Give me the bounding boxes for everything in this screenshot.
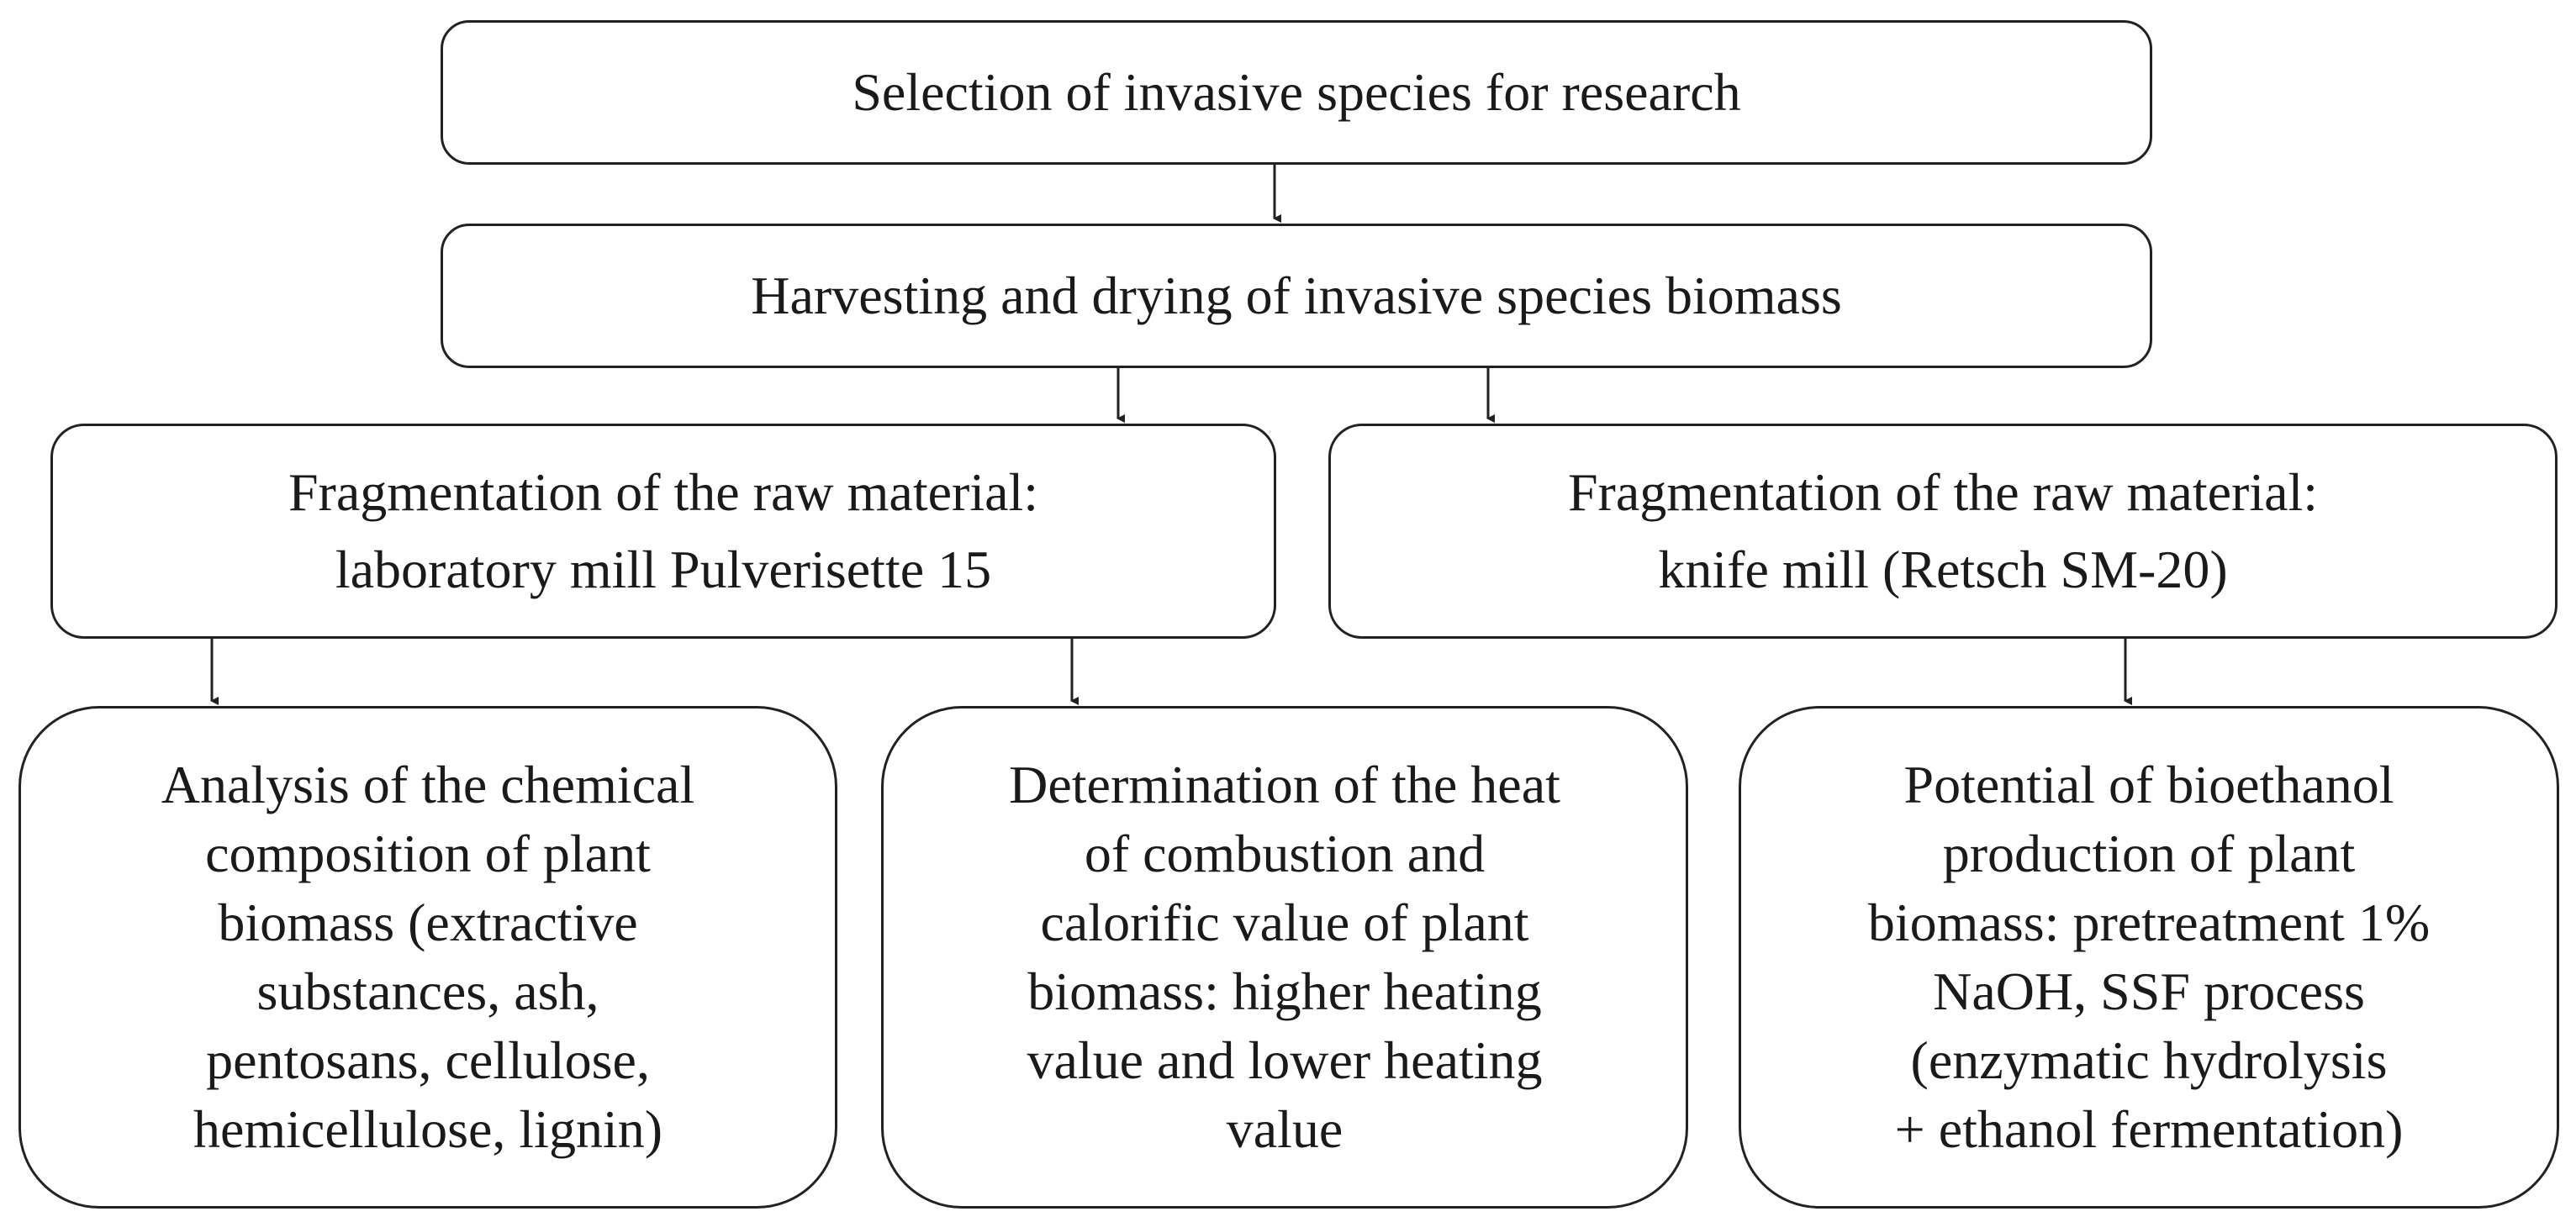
bioethanol-line-5: (enzymatic hydrolysis <box>1910 1030 2388 1090</box>
harvesting-text <box>751 262 1842 329</box>
fragmentation-knife-line-1: Fragmentation of the raw material: <box>1567 462 2319 522</box>
selection-box <box>441 20 2152 165</box>
fragmentation-knife-box <box>1328 424 2558 639</box>
harvesting-line-1: Harvesting and drying of invasive species biomass <box>751 266 1842 325</box>
selection-line-1: Selection of invasive species for research <box>852 62 1741 122</box>
selection-text <box>852 59 1740 126</box>
heat-combustion-line-4: biomass: higher heating <box>1027 961 1542 1021</box>
heat-combustion-line-6: value <box>1226 1099 1343 1159</box>
heat-combustion-box <box>881 706 1688 1209</box>
chemical-analysis-box <box>18 706 837 1209</box>
chemical-analysis-line-1: Analysis of the chemical <box>161 755 695 814</box>
fragmentation-lab-box <box>50 424 1276 639</box>
chemical-analysis-line-5: pentosans, cellulose, <box>206 1030 650 1090</box>
heat-combustion-line-2: of combustion and <box>1084 824 1486 883</box>
heat-combustion-line-5: value and lower heating <box>1027 1030 1543 1090</box>
chemical-analysis-line-6: hemicellulose, lignin) <box>193 1099 663 1159</box>
fragmentation-knife-text <box>1568 454 2318 608</box>
heat-combustion-text <box>1009 751 1560 1164</box>
bioethanol-line-1: Potential of bioethanol <box>1903 755 2394 814</box>
bioethanol-line-4: NaOH, SSF process <box>1933 961 2365 1021</box>
fragmentation-lab-line-2: laboratory mill Pulverisette 15 <box>335 540 992 599</box>
bioethanol-line-3: biomass: pretreatment 1% <box>1867 893 2431 952</box>
bioethanol-line-6: + ethanol fermentation) <box>1894 1099 2404 1159</box>
chemical-analysis-text <box>161 751 694 1164</box>
bioethanol-box <box>1739 706 2559 1209</box>
bioethanol-text <box>1868 751 2430 1164</box>
harvesting-box <box>441 224 2152 368</box>
chemical-analysis-line-3: biomass (extractive <box>218 893 638 952</box>
heat-combustion-line-3: calorific value of plant <box>1040 893 1529 952</box>
bioethanol-line-2: production of plant <box>1942 824 2356 883</box>
chemical-analysis-line-4: substances, ash, <box>256 961 599 1021</box>
fragmentation-lab-text <box>288 454 1038 608</box>
heat-combustion-line-1: Determination of the heat <box>1009 755 1560 814</box>
fragmentation-knife-line-2: knife mill (Retsch SM-20) <box>1658 540 2228 599</box>
chemical-analysis-line-2: composition of plant <box>205 824 651 883</box>
fragmentation-lab-line-1: Fragmentation of the raw material: <box>288 462 1039 522</box>
